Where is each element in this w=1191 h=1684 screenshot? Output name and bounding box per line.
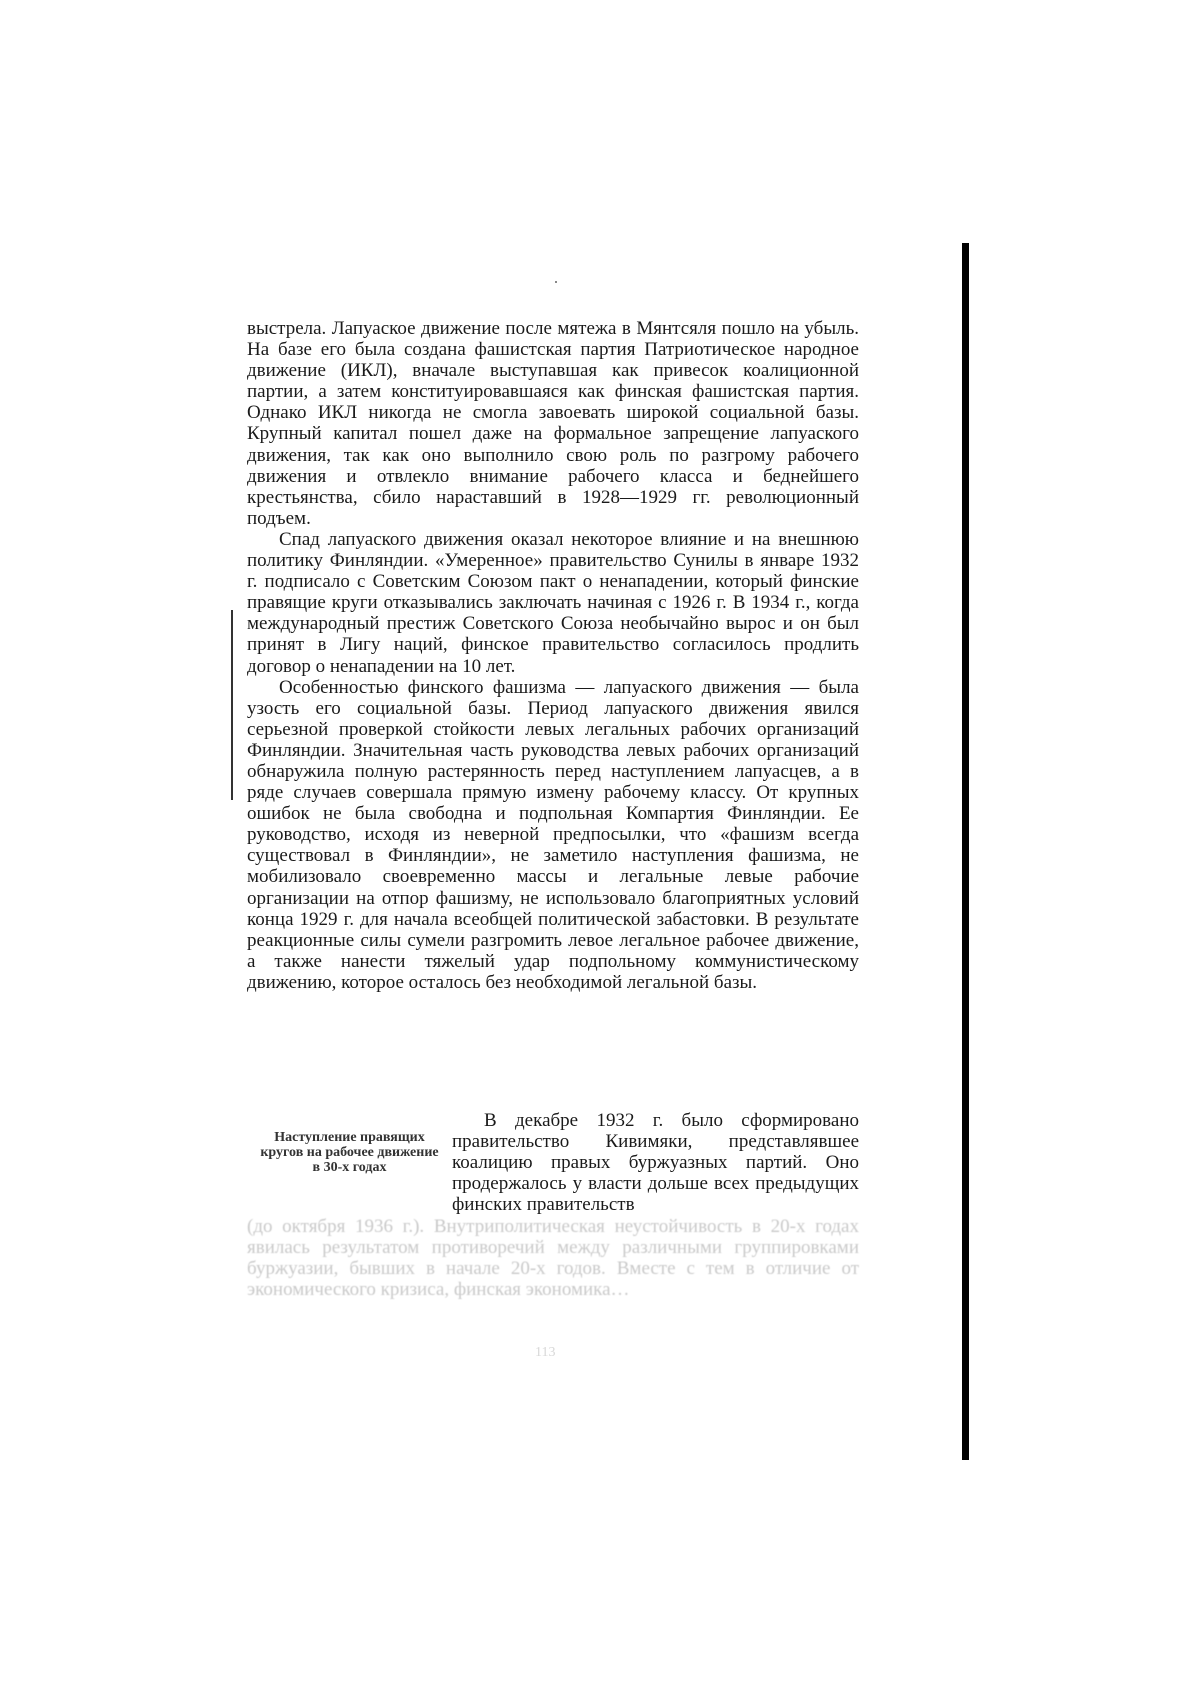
scan-speck — [555, 281, 557, 283]
right-scan-border — [962, 243, 969, 1460]
paragraph-2: Спад лапуаского движения оказал некоторое влияние и на внешнюю политику Финляндии. «Умеренное» правительство Сунилы в январе 1932 г. подписало с Советским Союзом пакт о ненападении, который финские правящие круги отказывались заключать начиная с 1926 г. В 1934 г., когда международный престиж Советского Союза необычайно вырос и он был принят в Лигу наций, финское правительство согласилось продлить договор о ненападении на 10 лет. — [247, 528, 859, 677]
left-margin-mark — [231, 610, 233, 800]
paragraph-1: выстрела. Лапуаское движение после мятежа в Мянтсяля пошло на убыль. На базе его была создана фашистская партия Патриотическое народное движение (ИКЛ), вначале выступавшая как привесок коалиционной партии, а затем конституировавшаяся как финская фашистская партия. Однако ИКЛ никогда не смогла завоевать широкой социальной базы. Крупный капитал пошел даже на формальное запрещение лапуаского движения, так как оно выполнило свою роль по разгрому рабочего движения и отвлекло внимание рабочего класса и беднейшего крестьянства, сбило нараставший в 1928—1929 гг. революционный подъем. — [247, 318, 859, 529]
paragraph-3: Особенностью финского фашизма — лапуаского движения — была узость его социальной базы. Период лапуаского движения явился серьезной проверкой стойкости левых легальных рабочих организаций Финляндии. Значительная часть руководства левых рабочих организаций обнаружила полную растерянность перед наступлением лапуасцев, а в ряде случаев совершала прямую измену рабочему классу. От крупных ошибок не была свободна и подпольная Компартия Финляндии. Ее руководство, исходя из неверной предпосылки, что «фашизм всегда существовал в Финляндии», не заметило наступления фашизма, не мобилизовало своевременно массы и легальные левые рабочие организации на отпор фашизму, не использовало благоприятных условий конца 1929 г. для начала всеобщей политической забастовки. В результате реакционные силы сумели разгромить левое легальное рабочее движение, а также нанести тяжелый удар подпольному коммунистическому движению, которое осталось без необходимой легальной базы. — [247, 676, 859, 993]
side-heading: Наступление правящих кругов на рабочее движение в 30-х годах — [260, 1130, 439, 1175]
page-number: 113 — [535, 1345, 556, 1360]
main-text — [247, 318, 859, 993]
section-paragraph: В декабре 1932 г. было сформировано правительство Кивимяки, представлявшее коалицию правых буржуазных партий. Оно продержалось у власти дольше всех предыдущих финских правительств — [452, 1110, 859, 1216]
faded-continuation-text: (до октября 1936 г.). Внутриполитическая неустойчивость в 20-х годах явилась результатом противоречий между различными группировками буржуазии, бывших в начале 20-х годов. Вместе с тем в отличие от экономического кризиса, финская экономика… — [247, 1216, 859, 1301]
